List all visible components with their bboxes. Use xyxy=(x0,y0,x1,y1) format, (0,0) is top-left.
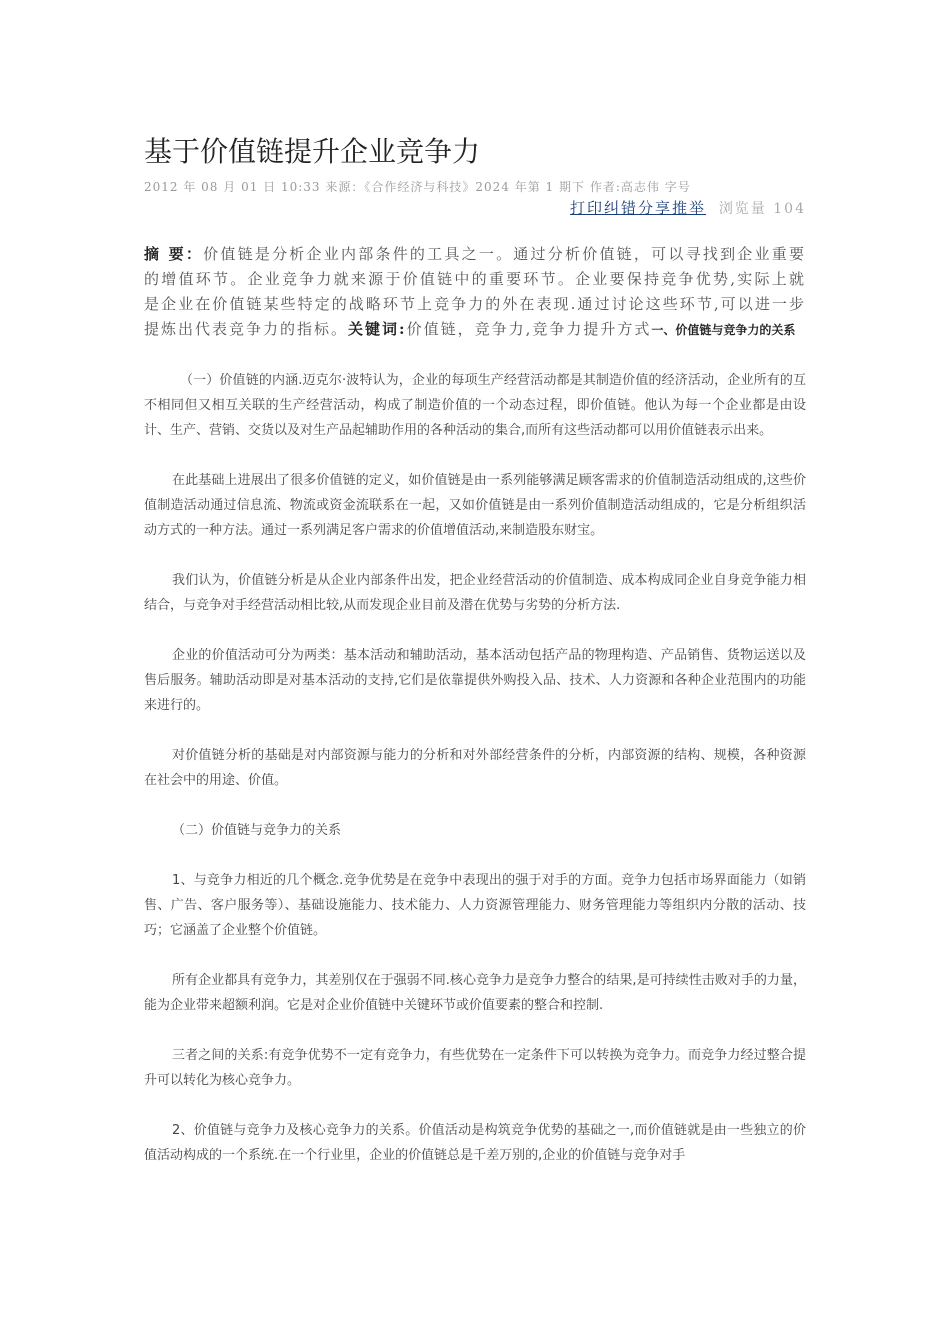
paragraph: 三者之间的关系:有竞争优势不一定有竞争力，有些优势在一定条件下可以转换为竞争力。而竞争力经过整合提升可以转化为核心竞争力。 xyxy=(144,1048,806,1088)
keywords-label: 关键词: xyxy=(348,320,407,338)
article xyxy=(144,130,806,1168)
author: 作者:高志伟 xyxy=(589,180,660,194)
share-link[interactable]: 分享 xyxy=(638,199,673,217)
paragraph: （一）价值链的内涵.迈克尔·波特认为，企业的每项生产经营活动都是其制造价值的经济活动，企业所有的互不相同但又相互关联的生产经营活动，构成了制造价值的一个动态过程，即价值链。他认为每一个企业都是由设计、生产、营销、交货以及对生产品起辅助作用的各种活动的集合,而所有这些活动都可以用价值链表示出来。 xyxy=(144,373,806,438)
paragraph: 对价值链分析的基础是对内部资源与能力的分析和对外部经营条件的分析，内部资源的结构、规模，各种资源在社会中的用途、价值。 xyxy=(144,748,806,788)
article-meta xyxy=(144,177,806,197)
abstract-text: 价值链是分析企业内部条件的工具之一。通过分析价值链，可以寻找到企业重要的增值环节。企业竞争力就来源于价值链中的重要环节。企业要保持竞争优势,实际上就是企业在价值链某些特定的战略环节上竞争力的外在表现.通过讨论这些环节,可以进一步提炼出代表竞争力的指标。 xyxy=(144,245,806,338)
views-count: 104 xyxy=(773,201,806,217)
paragraph: 在此基础上进展出了很多价值链的定义，如价值链是由一系列能够满足顾客需求的价值制造活动组成的,这些价值制造活动通过信息流、物流或资金流联系在一起，又如价值链是由一系列价值制造活动组成的，它是分析组织活动方式的一种方法。通过一系列满足客户需求的价值增值活动,来制造股东财宝。 xyxy=(144,473,806,538)
views-label: 浏览量 xyxy=(718,201,767,217)
paragraph: 1、与竞争力相近的几个概念.竞争优势是在竞争中表现出的强于对手的方面。竞争力包括市场界面能力（如销售、广告、客户服务等）、基础设施能力、技术能力、人力资源管理能力、财务管理能力等组织内分散的活动、技巧；它涵盖了企业整个价值链。 xyxy=(144,873,806,938)
view-count xyxy=(719,201,806,217)
paragraph: 所有企业都具有竞争力，其差别仅在于强弱不同.核心竞争力是竞争力整合的结果,是可持续性击败对手的力量，能为企业带来超额利润。它是对企业价值链中关键环节或价值要素的整合和控制. xyxy=(144,973,806,1013)
print-link[interactable]: 打印 xyxy=(569,199,604,217)
abstract-label: 摘 要： xyxy=(144,245,204,263)
font-size-label[interactable]: 字号 xyxy=(664,180,691,194)
paragraph: 企业的价值活动可分为两类：基本活动和辅助活动，基本活动包括产品的物理构造、产品销售、货物运送以及售后服务。辅助活动即是对基本活动的支持,它们是依靠提供外购投入品、技术、人力资源和各种企业范围内的功能来进行的。 xyxy=(144,648,806,713)
article-body xyxy=(144,368,806,1168)
paragraph: 2、价值链与竞争力及核心竞争力的关系。价值活动是构筑竞争优势的基础之一,而价值链就是由一些独立的价值活动构成的一个系统.在一个行业里，企业的价值链总是千差万别的,企业的价值链与竞争对手 xyxy=(144,1123,806,1163)
abstract xyxy=(144,242,806,343)
article-toolbar xyxy=(144,197,806,220)
section-heading: 一、价值链与竞争力的关系 xyxy=(651,323,796,337)
paragraph: 我们认为，价值链分析是从企业内部条件出发，把企业经营活动的价值制造、成本构成同企业自身竞争能力相结合，与竞争对手经营活动相比较,从而发现企业目前及潜在优势与劣势的分析方法. xyxy=(144,573,806,613)
subsection-heading: （二）价值链与竞争力的关系 xyxy=(172,823,342,838)
recommend-link[interactable]: 推举 xyxy=(672,199,707,217)
publish-date: 2012 年 08 月 01 日 10:33 xyxy=(144,180,321,194)
page-title: 基于价值链提升企业竞争力 xyxy=(144,135,481,168)
keywords: 价值链，竞争力,竞争力提升方式 xyxy=(406,320,652,338)
source: 来源：《合作经济与科技》2024 年第 1 期下 xyxy=(325,180,586,194)
correct-link[interactable]: 纠错 xyxy=(603,199,638,217)
